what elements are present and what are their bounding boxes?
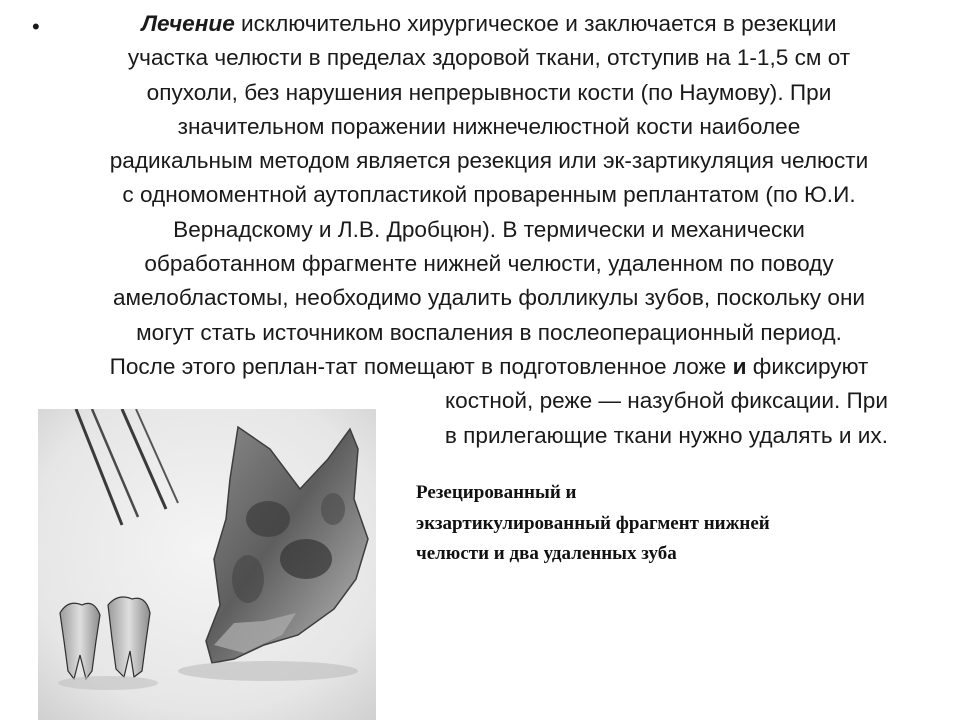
resected-jaw-photo xyxy=(38,409,376,720)
photo-caption xyxy=(416,478,936,570)
caption-line-2: экзартикулированный фрагмент нижней xyxy=(416,512,770,534)
paragraph-line-3: опухоли, без нарушения непрерывности кости (по Наумову). При xyxy=(146,79,832,105)
jaw-fragment-illustration xyxy=(38,409,376,720)
paragraph-line-13: в прилегающие ткани нужно удалять и их. xyxy=(444,422,888,448)
paragraph-line-8: обработанном фрагменте нижней челюсти, удаленном по поводу xyxy=(144,251,834,277)
caption-line-1: Резецированный и xyxy=(416,482,577,503)
paragraph-line-7: Вернадскому и Л.В. Дробцюн). В термически и механически xyxy=(173,216,805,242)
paragraph-line-9: амелобластомы, необходимо удалить фолликулы зубов, поскольку они xyxy=(112,285,866,311)
paragraph-line-2: участка челюсти в пределах здоровой ткани, отступив на 1-1,5 см от xyxy=(127,45,851,71)
paragraph-line-6: с одномоментной аутопластикой проваренным реплантатом (по Ю.И. xyxy=(122,182,856,208)
main-paragraph xyxy=(40,7,938,453)
caption-line-3: челюсти и два удаленных зуба xyxy=(416,543,677,564)
paragraph-line-5: радикальным методом является резекция или эк-зартикуляция челюсти xyxy=(109,148,869,174)
paragraph-line-11: После этого реплан-тат помещают в подготовленное ложе и фиксируют xyxy=(109,353,869,379)
paragraph-line-10: могут стать источником воспаления в послеоперационный период. xyxy=(136,319,842,345)
lead-term: Лечение xyxy=(141,11,235,36)
paragraph-line-4: значительном поражении нижнечелюстной кости наиболее xyxy=(177,113,801,139)
paragraph-line-1: Лечение исключительно хирургическое и заключается в резекции xyxy=(141,11,837,36)
paragraph-line-12: костной, реже — назубной фиксации. При xyxy=(445,388,888,414)
bullet-marker: • xyxy=(32,14,40,39)
